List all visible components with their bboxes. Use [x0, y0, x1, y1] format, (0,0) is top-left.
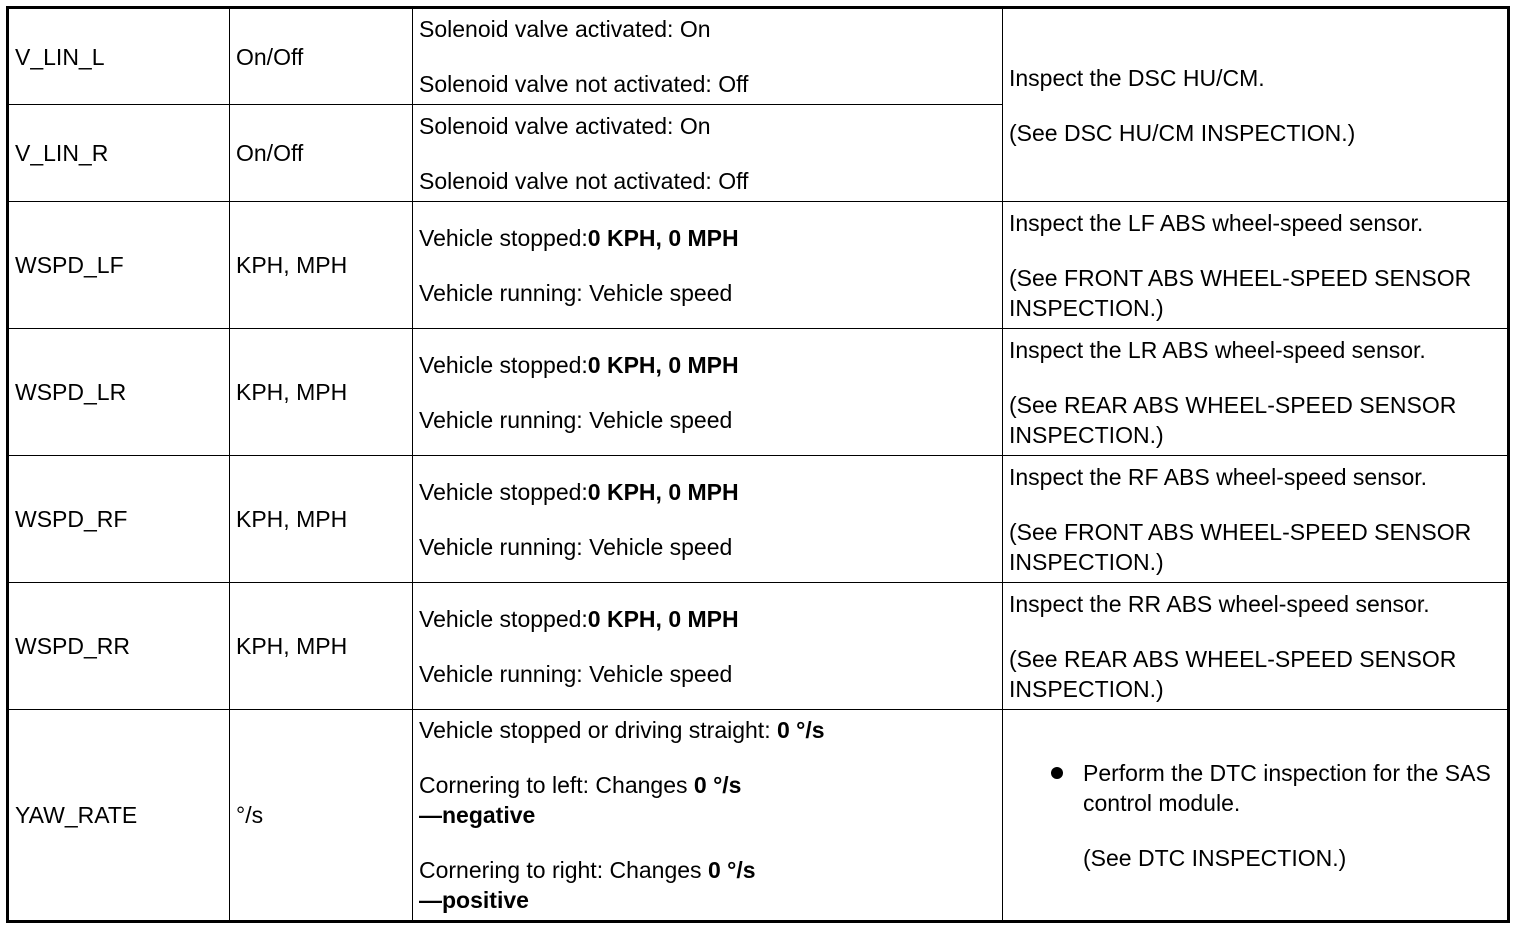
list-item: Vehicle stopped or driving straight: 0 °/s	[419, 715, 996, 745]
action-cell	[1003, 710, 1509, 922]
action-reference: (See REAR ABS WHEEL-SPEED SENSOR INSPECTION.)	[1009, 645, 1457, 702]
pid-name: WSPD_RF	[8, 456, 230, 583]
condition-cell	[413, 456, 1003, 583]
list-item: Vehicle stopped:0 KPH, 0 MPH	[419, 604, 996, 634]
list-item: Solenoid valve activated: On	[419, 14, 996, 44]
table-row	[8, 202, 1509, 329]
action-reference: (See DTC INSPECTION.)	[1083, 844, 1347, 871]
action-cell	[1003, 583, 1509, 710]
action-cell	[1003, 8, 1509, 202]
pid-unit: KPH, MPH	[230, 583, 413, 710]
action-reference: (See DSC HU/CM INSPECTION.)	[1009, 119, 1356, 146]
list-item: Solenoid valve not activated: Off	[419, 166, 996, 196]
list-item: Vehicle running: Vehicle speed	[419, 278, 996, 308]
action-text: Inspect the LR ABS wheel-speed sensor.	[1009, 336, 1426, 363]
action-text: Inspect the RR ABS wheel-speed sensor.	[1009, 590, 1430, 617]
list-item: Solenoid valve activated: On	[419, 111, 996, 141]
pid-unit: KPH, MPH	[230, 202, 413, 329]
pid-unit: °/s	[230, 710, 413, 922]
list-item: Cornering to right: Changes 0 °/s—positive	[419, 855, 759, 915]
table-row	[8, 8, 1509, 105]
list-item: Vehicle stopped:0 KPH, 0 MPH	[419, 350, 996, 380]
pid-table	[6, 6, 1510, 923]
action-cell	[1003, 456, 1509, 583]
pid-name: WSPD_LF	[8, 202, 230, 329]
list-item: Vehicle stopped:0 KPH, 0 MPH	[419, 477, 996, 507]
action-reference: (See FRONT ABS WHEEL-SPEED SENSOR INSPECTION.)	[1009, 518, 1472, 575]
pid-name: WSPD_LR	[8, 329, 230, 456]
condition-cell	[413, 8, 1003, 105]
condition-cell	[413, 710, 1003, 922]
list-item: Vehicle running: Vehicle speed	[419, 659, 996, 689]
action-text: Inspect the DSC HU/CM.	[1009, 64, 1265, 91]
list-item: Vehicle running: Vehicle speed	[419, 405, 996, 435]
action-cell	[1003, 202, 1509, 329]
condition-cell	[413, 583, 1003, 710]
action-reference: (See REAR ABS WHEEL-SPEED SENSOR INSPECTION.)	[1009, 391, 1457, 448]
action-text: Inspect the RF ABS wheel-speed sensor.	[1009, 463, 1428, 490]
pid-unit: KPH, MPH	[230, 456, 413, 583]
pid-name: YAW_RATE	[8, 710, 230, 922]
action-reference: (See FRONT ABS WHEEL-SPEED SENSOR INSPECTION.)	[1009, 264, 1472, 321]
pid-unit: KPH, MPH	[230, 329, 413, 456]
condition-cell	[413, 329, 1003, 456]
table-row	[8, 456, 1509, 583]
table-row	[8, 710, 1509, 922]
pid-unit: On/Off	[230, 105, 413, 202]
action-cell	[1003, 329, 1509, 456]
condition-cell	[413, 105, 1003, 202]
pid-name: V_LIN_L	[8, 8, 230, 105]
list-item: Cornering to left: Changes 0 °/s—negative	[419, 770, 749, 830]
list-item: Vehicle running: Vehicle speed	[419, 532, 996, 562]
list-item: Solenoid valve not activated: Off	[419, 69, 996, 99]
pid-name: WSPD_RR	[8, 583, 230, 710]
condition-cell	[413, 202, 1003, 329]
pid-unit: On/Off	[230, 8, 413, 105]
list-item: Vehicle stopped:0 KPH, 0 MPH	[419, 223, 996, 253]
pid-name: V_LIN_R	[8, 105, 230, 202]
table-row	[8, 329, 1509, 456]
action-text: Inspect the LF ABS wheel-speed sensor.	[1009, 209, 1424, 236]
table-row	[8, 583, 1509, 710]
action-text: Perform the DTC inspection for the SAS control module.	[1083, 758, 1501, 818]
